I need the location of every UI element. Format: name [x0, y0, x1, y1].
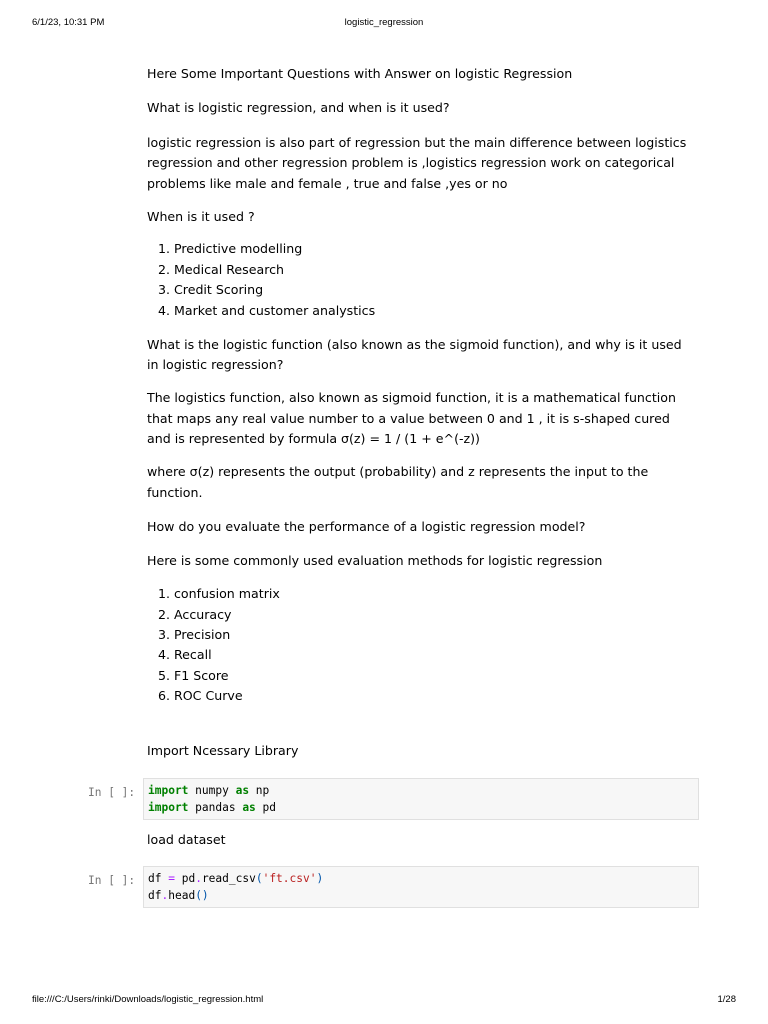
list-item: 5. F1 Score [174, 666, 692, 686]
list-item: 4. Recall [174, 645, 692, 665]
code-token: df [148, 888, 162, 902]
answer-2-detail: where σ(z) represents the output (probability) and z represents the input to the function. [147, 464, 649, 500]
import-heading: Import Ncessary Library [147, 742, 299, 758]
code-token: read_csv [201, 872, 256, 886]
code-token: 'ft.csv' [262, 872, 317, 886]
file-path: file:///C:/Users/rinki/Downloads/logistic_regression.html [32, 994, 264, 1005]
code-token: head [168, 888, 196, 902]
intro-text: Here Some Important Questions with Answer on logistic Regression [147, 66, 573, 81]
code-token: . [161, 888, 169, 902]
code-line [148, 871, 694, 888]
load-heading: load dataset [147, 832, 226, 848]
when-used-heading: When is it used ? [147, 208, 255, 224]
code-token: = [168, 872, 175, 886]
code-line [148, 888, 694, 905]
page-number: 1/28 [717, 994, 736, 1005]
code-token: df [148, 872, 169, 886]
code-token: numpy [188, 784, 236, 798]
print-title: logistic_regression [344, 17, 424, 28]
print-header [32, 17, 736, 31]
question-2: What is the logistic function (also known as the sigmoid function), and why is it used in logistic regression? [147, 337, 682, 373]
code-token: . [195, 872, 202, 886]
markdown-cell [147, 64, 692, 761]
notebook [0, 64, 768, 908]
answer-1: logistic regression is also part of regression but the main difference between logistics regression and other regression problem is ,logistics regression work on categorical problems like male and female , true and false ,yes or no [147, 134, 687, 191]
code-input[interactable] [143, 778, 699, 820]
code-token: pandas [188, 800, 243, 814]
code-token: ) [316, 872, 324, 886]
print-footer [32, 994, 736, 1008]
code-token: import [148, 800, 189, 814]
list-item: 1. confusion matrix [174, 584, 692, 604]
code-token: () [195, 888, 209, 902]
code-token: import [148, 784, 189, 798]
list-item: 2. Accuracy [174, 605, 692, 625]
uses-list [147, 239, 692, 321]
methods-list [147, 584, 692, 706]
code-token: ( [255, 872, 263, 886]
code-line [148, 783, 694, 800]
code-cell-load[interactable] [0, 866, 768, 908]
input-prompt: In [ ]: [88, 786, 136, 800]
print-date: 6/1/23, 10:31 PM [32, 17, 105, 28]
answer-2: The logistics function, also known as sigmoid function, it is a mathematical function that maps any real value number to a value between 0 and 1 , it is s-shaped cured and is represented by formula σ(z) = 1 / (1 + e^(-z)) [147, 390, 676, 447]
code-token: as [242, 800, 256, 814]
question-1: What is logistic regression, and when is it used? [147, 100, 450, 116]
input-prompt: In [ ]: [88, 874, 136, 888]
code-token: pd [255, 800, 277, 814]
list-item: 4. Market and customer analystics [174, 301, 692, 321]
list-item: 3. Precision [174, 625, 692, 645]
list-item: 1. Predictive modelling [174, 239, 692, 259]
list-item: 3. Credit Scoring [174, 280, 692, 300]
code-line [148, 800, 694, 817]
question-3: How do you evaluate the performance of a logistic regression model? [147, 518, 586, 534]
code-token: pd [174, 872, 196, 886]
markdown-cell [147, 830, 692, 850]
code-input[interactable] [143, 866, 699, 908]
list-item: 6. ROC Curve [174, 686, 692, 706]
code-token: as [235, 784, 250, 798]
code-cell-import[interactable] [0, 778, 768, 820]
code-token: np [249, 784, 270, 798]
answer-3: Here is some commonly used evaluation methods for logistic regression [147, 553, 603, 569]
list-item: 2. Medical Research [174, 260, 692, 280]
